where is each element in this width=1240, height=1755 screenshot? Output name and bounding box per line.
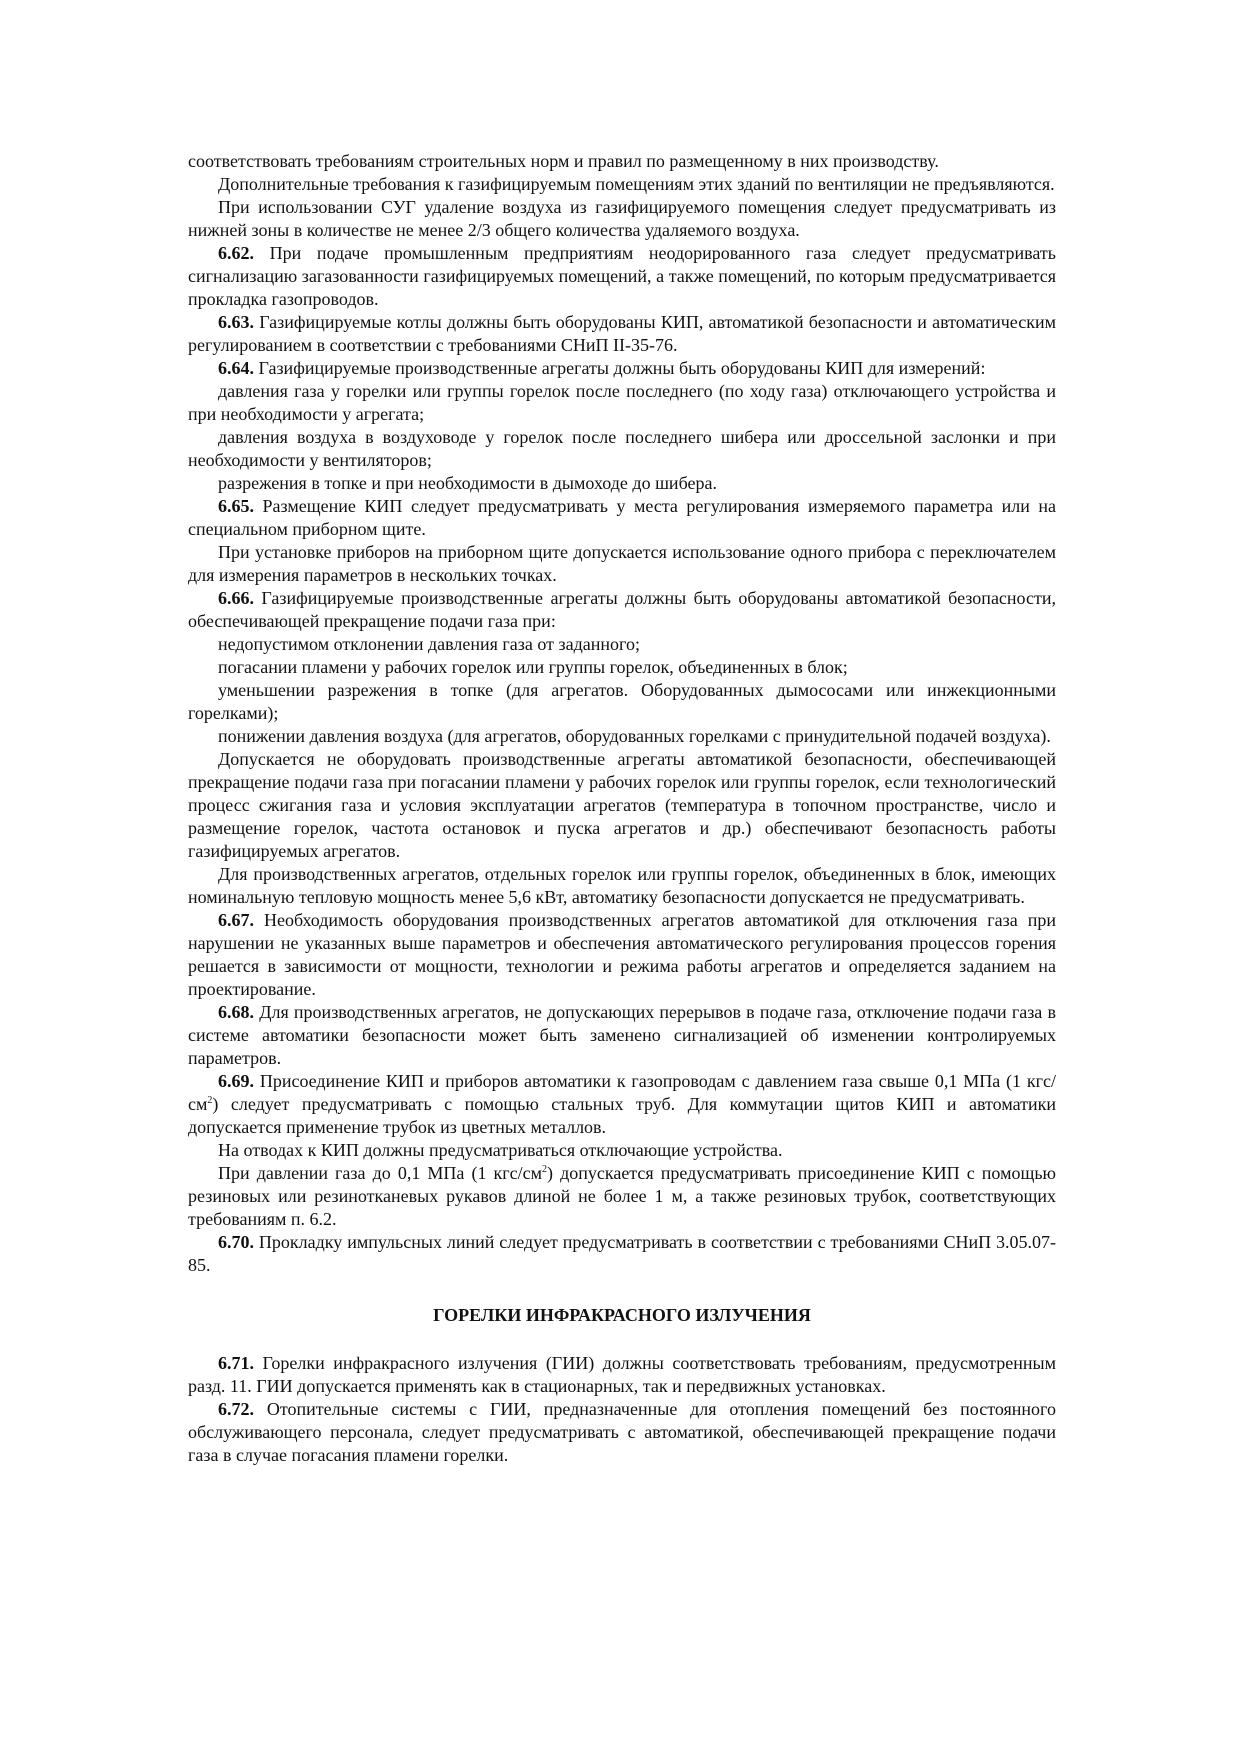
paragraph-text: При подаче промышленным предприятиям неодорированного газа следует предусматривать сигнализацию загазованности газифицируемых помещений, а также помещений, по которым предусматривается прокладка газопроводов. — [188, 243, 1056, 309]
paragraph-text: Необходимость оборудования производственных агрегатов автоматикой для отключения газа при нарушении не указанных выше параметров и обеспечения автоматического регулирования процессов горения решается в зависимости от мощности, технологии и режима работы агрегатов и определяется заданием на проектирование. — [188, 910, 1056, 999]
paragraph-6-69-low-pressure — [188, 1162, 1056, 1231]
superscript: 2 — [542, 1164, 548, 1175]
paragraph — [188, 656, 1056, 679]
paragraph-text: давления газа у горелки или группы горелок после последнего (по ходу газа) отключающего устройства и при необходимости у агрегата; — [188, 381, 1056, 424]
paragraph-text: Для производственных агрегатов, не допускающих перерывов в подаче газа, отключение подачи газа в системе автоматики безопасности может быть заменено сигнализацией об изменении контролируемых параметров. — [188, 1002, 1056, 1068]
paragraph — [188, 541, 1056, 587]
numbered-paragraph — [188, 587, 1056, 633]
paragraph-text: Размещение КИП следует предусматривать у места регулирования измеряемого параметра или на специальном приборном щите. — [188, 496, 1056, 539]
paragraph-text: При давлении газа до 0,1 МПа (1 кгс/см — [218, 1163, 543, 1183]
paragraph-text: При использовании СУГ удаление воздуха из газифицируемого помещения следует предусматривать из нижней зоны в количестве не менее 2/3 общего количества удаляемого воздуха. — [188, 197, 1056, 240]
paragraph — [188, 426, 1056, 472]
clause-number: 6.72. — [218, 1399, 254, 1419]
paragraph-text: Газифицируемые котлы должны быть оборудованы КИП, автоматикой безопасности и автоматическим регулированием в соответствии с требованиями СНиП II-35-76. — [188, 312, 1056, 355]
numbered-paragraph — [188, 311, 1056, 357]
paragraph-text: Для производственных агрегатов, отдельных горелок или группы горелок, объединенных в блок, имеющих номинальную тепловую мощность менее 5,6 кВт, автоматику безопасности допускается не предусматривать. — [188, 864, 1056, 907]
paragraph-text: ) следует предусматривать с помощью стальных труб. Для коммутации щитов КИП и автоматики допускается применение трубок из цветных металлов. — [188, 1094, 1056, 1137]
paragraph — [188, 196, 1056, 242]
paragraph-text: Газифицируемые производственные агрегаты должны быть оборудованы КИП для измерений: — [254, 358, 986, 378]
clause-number: 6.67. — [218, 910, 254, 930]
paragraph-6-69 — [188, 1070, 1056, 1139]
section-heading: ГОРЕЛКИ ИНФРАКРАСНОГО ИЗЛУЧЕНИЯ — [433, 1305, 811, 1325]
paragraph-text: погасании пламени у рабочих горелок или группы горелок, объединенных в блок; — [218, 657, 848, 677]
paragraph-text: разрежения в топке и при необходимости в дымоходе до шибера. — [218, 473, 717, 493]
clause-number: 6.62. — [218, 243, 254, 263]
paragraph-text: уменьшении разрежения в топке (для агрегатов. Оборудованных дымососами или инжекционными горелками); — [188, 680, 1056, 723]
numbered-paragraph — [188, 357, 1056, 380]
numbered-paragraph — [188, 1398, 1056, 1467]
paragraph — [188, 173, 1056, 196]
paragraph — [188, 748, 1056, 863]
paragraph-text: Отопительные системы с ГИИ, предназначенные для отопления помещений без постоянного обслуживающего персонала, следует предусматривать с автоматикой, обеспечивающей прекращение подачи газа в случае погасания пламени горелки. — [188, 1399, 1056, 1465]
paragraph-text: давления воздуха в воздуховоде у горелок после последнего шибера или дроссельной заслонки и при необходимости у вентиляторов; — [188, 427, 1056, 470]
paragraph-text: ) допускается предусматривать присоединение КИП с помощью резиновых или резинотканевых рукавов длиной не более 1 м, а также резиновых трубок, соответствующих требованиям п. 6.2. — [188, 1163, 1056, 1229]
paragraphs-after — [188, 1352, 1056, 1467]
paragraph-text: недопустимом отклонении давления газа от заданного; — [218, 634, 640, 654]
paragraph-text: При установке приборов на приборном щите допускается использование одного прибора с переключателем для измерения параметров в нескольких точках. — [188, 542, 1056, 585]
paragraph-text: Газифицируемые производственные агрегаты должны быть оборудованы автоматикой безопасности, обеспечивающей прекращение подачи газа при: — [188, 588, 1056, 631]
paragraph — [188, 472, 1056, 495]
numbered-paragraph — [188, 909, 1056, 1001]
paragraph-text: понижении давления воздуха (для агрегатов, оборудованных горелками с принудительной подачей воздуха). — [218, 726, 1051, 746]
paragraph-text: Горелки инфракрасного излучения (ГИИ) должны соответствовать требованиям, предусмотренным разд. 11. ГИИ допускается применять как в стационарных, так и передвижных установках. — [188, 1353, 1056, 1396]
paragraph — [188, 679, 1056, 725]
clause-number: 6.64. — [218, 358, 254, 378]
paragraph-text: Прокладку импульсных линий следует предусматривать в соответствии с требованиями СНиП 3.05.07-85. — [188, 1232, 1056, 1275]
paragraph-text: Присоединение КИП и приборов автоматики к газопроводам с давлением газа свыше 0,1 МПа (1 кгс/см — [188, 1071, 1056, 1114]
paragraph — [188, 380, 1056, 426]
paragraph-text: Допускается не оборудовать производственные агрегаты автоматикой безопасности, обеспечивающей прекращение подачи газа при погасании пламени у рабочих горелок или группы горелок, если технологический процесс сжигания газа и условия эксплуатации агрегатов (температура в топочном пространстве, число и размещение горелок, частота остановок и пуска агрегатов и др.) обеспечивают безопасность работы газифицируемых агрегатов. — [188, 749, 1056, 861]
clause-number: 6.71. — [218, 1353, 254, 1373]
superscript: 2 — [207, 1095, 213, 1106]
clause-number: 6.69. — [218, 1071, 254, 1091]
document-page — [188, 150, 1056, 1467]
paragraph-6-70 — [188, 1231, 1056, 1277]
paragraphs-before — [188, 150, 1056, 1070]
paragraph — [188, 633, 1056, 656]
clause-number: 6.70. — [218, 1232, 254, 1252]
paragraph — [188, 863, 1056, 909]
numbered-paragraph — [188, 1352, 1056, 1398]
clause-number: 6.68. — [218, 1002, 254, 1022]
numbered-paragraph — [188, 242, 1056, 311]
clause-number: 6.65. — [218, 496, 254, 516]
paragraph-6-69-note: На отводах к КИП должны предусматриваться отключающие устройства. — [218, 1140, 783, 1160]
numbered-paragraph — [188, 495, 1056, 541]
paragraph — [188, 150, 1056, 173]
numbered-paragraph — [188, 1001, 1056, 1070]
clause-number: 6.63. — [218, 312, 254, 332]
paragraph — [188, 725, 1056, 748]
paragraph-text: соответствовать требованиям строительных норм и правил по размещенному в них производству. — [188, 151, 939, 171]
clause-number: 6.66. — [218, 588, 254, 608]
paragraph-text: Дополнительные требования к газифицируемым помещениям этих зданий по вентиляции не предъявляются. — [218, 174, 1055, 194]
